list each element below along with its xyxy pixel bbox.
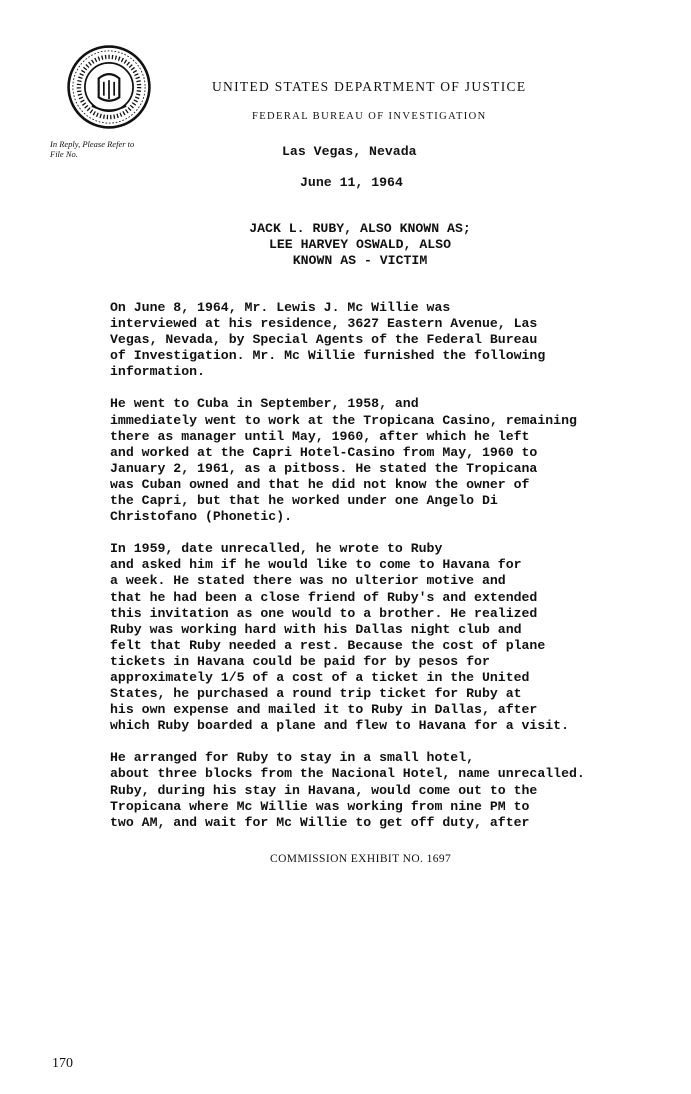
subject-line1: JACK L. RUBY, ALSO KNOWN AS; <box>249 221 471 236</box>
subject-line2: LEE HARVEY OSWALD, ALSO <box>268 237 452 252</box>
paragraph-3: In 1959, date unrecalled, he wrote to Ruby and asked him if he would like to come to Havana for a week. He stated there was no ulterior motive and that he had been a close friend of Ruby's and extended this invitation as one would to a brother. He realized Ruby was working hard with his Dallas night club and felt that Ruby needed a rest. Because the cost of plane tickets in Havana could be paid for by pesos for approximately 1/5 of a cost of a ticket in the United States, he purchased a round trip ticket for Ruby at his own expense and mailed it to Ruby in Dallas, after which Ruby boarded a plane and flew to Havana for a visit. <box>110 541 569 734</box>
subject-block <box>150 221 570 269</box>
reply-note-line1: In Reply, Please Refer to <box>50 139 135 149</box>
document-body <box>110 300 675 831</box>
bureau-title: FEDERAL BUREAU OF INVESTIGATION <box>252 111 487 122</box>
paragraph-2: He went to Cuba in September, 1958, and immediately went to work at the Tropicana Casino, remaining there as manager until May, 1960, after which he left and worked at the Capri Hotel-Casino from May, 1960 to January 2, 1961, as a pitboss. He stated the Tropicana was Cuban owned and that he did not know the owner of the Capri, but that he worked under one Angelo Di Christofano (Phonetic). <box>110 396 577 525</box>
department-title: UNITED STATES DEPARTMENT OF JUSTICE <box>212 79 527 94</box>
reply-note-line2: File No. <box>50 149 78 159</box>
location: Las Vegas, Nevada <box>282 144 417 159</box>
page-number: 170 <box>52 1056 73 1071</box>
fbi-seal-icon <box>66 44 152 130</box>
paragraph-1: On June 8, 1964, Mr. Lewis J. Mc Willie was interviewed at his residence, 3627 Eastern Avenue, Las Vegas, Nevada, by Special Agents of the Federal Bureau of Investigation. Mr. Mc Willie furnished the following information. <box>110 300 546 380</box>
subject-line3: KNOWN AS - VICTIM <box>292 253 428 268</box>
paragraph-4: He arranged for Ruby to stay in a small hotel, about three blocks from the Nacional Hotel, name unrecalled. Ruby, during his stay in Havana, would come out to the Tropicana where Mc Willie was working from nine PM to two AM, and wait for Mc Willie to get off duty, after <box>110 750 585 830</box>
reply-note <box>50 139 134 159</box>
document-date: June 11, 1964 <box>300 175 403 190</box>
commission-exhibit-label: COMMISSION EXHIBIT NO. 1697 <box>270 853 452 865</box>
